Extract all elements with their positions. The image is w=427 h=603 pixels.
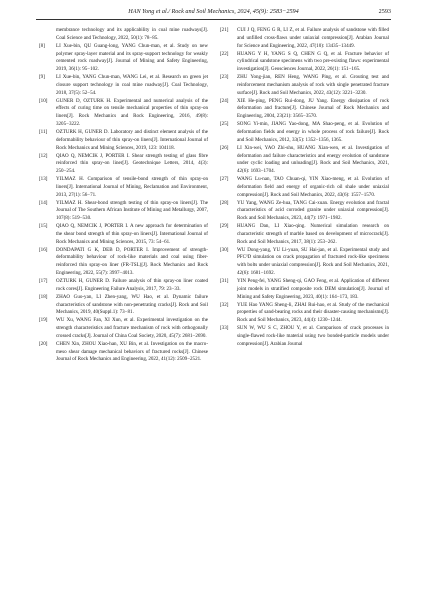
reference-text: ZHAO Guo-yan, LI Zhen-yang, WU Hao, et al. Dynamic failure characteristics of sandstone with non-penetrating cracks[J]. Rock and Soil Mechanics, 2019, 40(Suppl.1): 73−81. bbox=[56, 293, 208, 316]
reference-number: [23] bbox=[220, 74, 229, 81]
reference-text: QIAO Q, NEMCIK J, PORTER I. Shear strength testing of glass fibre reinforced thin spray-on liner[J]. Geotechnique Letters, 2014, 4(3): 250−254. bbox=[56, 152, 208, 175]
references-left-column bbox=[39, 27, 208, 364]
reference-number: [15] bbox=[39, 223, 48, 230]
reference-number: [18] bbox=[39, 293, 48, 300]
reference-text: SONG Yi-min, JIANG Yao-dong, MA Shao-peng, et al. Evolution of deformation fields and energy in whole process of rock failure[J]. Rock and Soil Mechanics, 2012, 33(5): 1352−1356, 1365. bbox=[237, 121, 389, 143]
reference-entry bbox=[39, 176, 208, 200]
reference-text: YU Yang, WANG Ze-hua, TANG Cai-xuan. Energy evolution and fractal characteristics of acid corroded granite under uniaxial compression[J]. Rock and Soil Mechanics, 2023, 44(7): 1971−1982. bbox=[237, 199, 389, 222]
reference-number: [8] bbox=[39, 42, 45, 49]
reference-number: [32] bbox=[220, 301, 229, 308]
reference-entry bbox=[220, 278, 389, 302]
reference-number: [20] bbox=[39, 340, 48, 347]
reference-entry bbox=[39, 27, 208, 43]
reference-entry bbox=[220, 51, 389, 75]
reference-entry bbox=[39, 200, 208, 224]
reference-text: ZHU Yong-jian, REN Heng, WANG Ping, et al. Grouting test and reinforcement mechanism analysis of rock with single penetrated fracture surface[J]. Rock and Soil Mechanics, 2022, 43(12): 3221−3230. bbox=[237, 74, 389, 96]
reference-text: QIAO Q, NEMCIK J, PORTER I. A new approach for determination of the shear bond strength of thin spray-on liners[J]. International Journal of Rock Mechanics and Mining Sciences, 2015, 73: 54−61. bbox=[56, 223, 208, 245]
reference-entry bbox=[39, 247, 208, 278]
running-title: HAN Yong et al./ Rock and Soil Mechanics, 2024, 45(9): 2583−2594 bbox=[128, 8, 299, 15]
page-number: 2593 bbox=[378, 8, 391, 15]
reference-entry bbox=[39, 278, 208, 294]
reference-text: CHEN Xin, ZHOU Xiao-han, XU Bin, et al. Investigation on the macro-meso shear damage mechanical behaviors of fractured rocks[J]. Chinese Journal of Rock Mechanics and Engineering, 2022, 41(12): 2509−2521. bbox=[56, 340, 208, 363]
reference-number: [29] bbox=[220, 223, 229, 230]
reference-number: [10] bbox=[39, 97, 48, 104]
reference-number: [26] bbox=[220, 144, 229, 151]
reference-entry bbox=[220, 223, 389, 247]
reference-number: [12] bbox=[39, 152, 48, 159]
reference-text: YILMAZ H. Comparison of tensile-bond strength of thin spray-on liners[J]. International Journal of Mining, Reclamation and Environment, 2013, 27(1): 56−71. bbox=[56, 176, 208, 198]
header-rule bbox=[36, 19, 391, 20]
reference-text: DONDAPATI G K, DEB D, PORTER I. Improvement of strength-deformability behaviour of rock-like materials and coal using fiber-reinforced thin spray-on liner (FR-TSL)[J]. Rock Mechanics and Rock Engineering, 2022, 55(7): 3997−4013. bbox=[56, 246, 208, 277]
reference-number: [28] bbox=[220, 199, 229, 206]
reference-number: [33] bbox=[220, 325, 229, 332]
references-right-column bbox=[220, 27, 389, 349]
reference-number: [25] bbox=[220, 121, 229, 128]
reference-text: WU Xu, WANG Fan, XI Xun, et al. Experimental investigation on the strength characteristics and fracture mechanism of rock with orthogonally crossed cracks[J]. Journal of China Coal Society, 2020, 45(7): 2681−2690. bbox=[56, 317, 208, 339]
reference-entry bbox=[39, 74, 208, 98]
reference-entry bbox=[220, 302, 389, 326]
reference-entry bbox=[39, 294, 208, 318]
reference-number: [13] bbox=[39, 176, 48, 183]
reference-entry bbox=[39, 223, 208, 247]
reference-entry bbox=[220, 98, 389, 122]
reference-number: [24] bbox=[220, 97, 229, 104]
reference-entry bbox=[39, 129, 208, 153]
reference-entry bbox=[220, 325, 389, 349]
reference-text: SUN W, WU S C, ZHOU Y, et al. Comparison of crack processes in single-flawed rock-like material using two bonded-particle models under compression[J]. Arabian Journal bbox=[237, 325, 389, 347]
reference-number: [17] bbox=[39, 278, 48, 284]
reference-number: [11] bbox=[39, 128, 48, 135]
reference-text: OZTURK H, GUNER D. Laboratory and distinct element analysis of the deformability behaviour of thin spray-on liners[J]. International Journal of Rock Mechanics and Mining Sciences, 2019, 123: 104118. bbox=[56, 128, 208, 151]
reference-text: XIE He-ping, PENG Rui-dong, JU Yang. Energy dissipation of rock deformation and fracture[J]. Chinese Journal of Rock Mechanics and Engineering, 2004, 23(21): 3565−3570. bbox=[237, 97, 389, 120]
reference-number: [22] bbox=[220, 50, 229, 57]
reference-number: [9] bbox=[39, 74, 45, 81]
reference-entry bbox=[39, 317, 208, 341]
reference-number: [30] bbox=[220, 246, 229, 253]
reference-entry bbox=[220, 200, 389, 224]
reference-entry bbox=[220, 27, 389, 51]
reference-number: [19] bbox=[39, 317, 48, 324]
reference-number: [16] bbox=[39, 246, 48, 253]
reference-text: HUANG Y H, YANG S Q, CHEN G Q, et al. Fracture behavior of cylindrical sandstone specimens with two pre-existing flaws: experimental investigation[J]. Geosciences Journal, 2022, 26(1): 151−165. bbox=[237, 50, 389, 73]
reference-number: [14] bbox=[39, 199, 48, 206]
reference-text: LI Xin-wei, YAO Zhi-shu, HUANG Xian-wen, et al. Investigation of deformation and failure characteristics and energy evolution of sandstone under cyclic loading and unloading[J]. Rock and Soil Mechanics, 2021, 42(6): 1693−1704. bbox=[237, 144, 389, 175]
reference-entry bbox=[39, 153, 208, 177]
reference-number: [21] bbox=[220, 27, 229, 33]
reference-number: [31] bbox=[220, 278, 229, 284]
reference-entry bbox=[39, 43, 208, 74]
reference-text: GUNER D, OZTURK H. Experimental and numerical analysis of the effects of curing time on tensile mechanical properties of thin spray-on liners[J]. Rock Mechanics and Rock Engineering, 2016, 49(8): 3205−3222. bbox=[56, 97, 208, 128]
reference-text: WU Dong-yang, YU Li-yuan, SU Hai-jan, et al. Experimental study and PFC³D simulation on crack propagation of fractured rock-like specimens with bolts under uniaxial compression[J]. Rock and Soil Mechanics, 2021, 42(6): 1681−1692. bbox=[237, 246, 389, 277]
reference-text: membrance technology and its applicability in coal mine roadways[J]. Coal Science and Technology, 2022, 50(1): 78−85. bbox=[56, 27, 208, 41]
reference-text: YIN Peng-fei, YANG Sheng-qi, GAO Feng, et al. Application of different joint models in stratified composite rock DEM simulation[J]. Journal of Mining and Safety Engineering, 2023, 40(1): 164−173, 183. bbox=[237, 278, 389, 300]
reference-text: WANG Lu-nan, TAO Chuan-qi, YIN Xiao-meng, et al. Evolution of deformation field and energy of organic-rich oil shale under uniaxial compression[J]. Rock and Soil Mechanics, 2022, 43(6): 1557−1570. bbox=[237, 176, 389, 198]
reference-entry bbox=[39, 341, 208, 365]
reference-entry bbox=[39, 98, 208, 129]
reference-text: LI Xue-bin, QU Guang-long, YANG Chun-man, et al. Study on new polymer spray-layer material and its spray-support technology for weakly cemented rock roadway[J]. Journal of Mining and Safety Engineering, 2019, 36(1): 95−102. bbox=[56, 42, 208, 73]
reference-text: CUI J Q, FENG G R, LI Z, et al. Failure analysis of sandstone with filled and unfilled cross-flaws under uniaxial compression[J]. Arabian Journal for Science and Engineering, 2022, 47(10): 13435−13449. bbox=[237, 27, 389, 49]
reference-text: OZTURK H, GUNER D. Failure analysis of thin spray-on liner coated rock cores[J]. Engineering Failure Analysis, 2017, 79: 23−33. bbox=[56, 278, 208, 292]
reference-text: LI Xue-bin, YANG Chun-man, WANG Lei, et al. Research on green jet closure support technology in coal mine roadway[J]. Coal Technology, 2018, 37(5): 52−54. bbox=[56, 74, 208, 96]
reference-text: YILMAZ H. Shear-bond strength testing of thin spray-on liners[J]. The Journal of The Southern African Institute of Mining and Metallurgy, 2007, 107(8): 519−530. bbox=[56, 199, 208, 222]
reference-entry bbox=[220, 145, 389, 176]
reference-entry bbox=[220, 74, 389, 98]
reference-number: [27] bbox=[220, 176, 229, 183]
reference-text: YUE Hao YANG Sheng-li, ZHAI Rui-hao, et al. Study of the mechanical properties of sand-bearing rocks and their disaster-causing mechanisms[J]. Rock and Soil Mechanics, 2023, 44(4): 1230−1244. bbox=[237, 301, 389, 324]
reference-entry bbox=[220, 176, 389, 200]
reference-text: HUANG Dan, LI Xiao-qing. Numerical simulation research on characteristic strength of marble based on development of microcrack[J]. Rock and Soil Mechanics, 2017, 38(1): 253−262. bbox=[237, 223, 389, 245]
reference-entry bbox=[220, 121, 389, 145]
reference-entry bbox=[220, 247, 389, 278]
